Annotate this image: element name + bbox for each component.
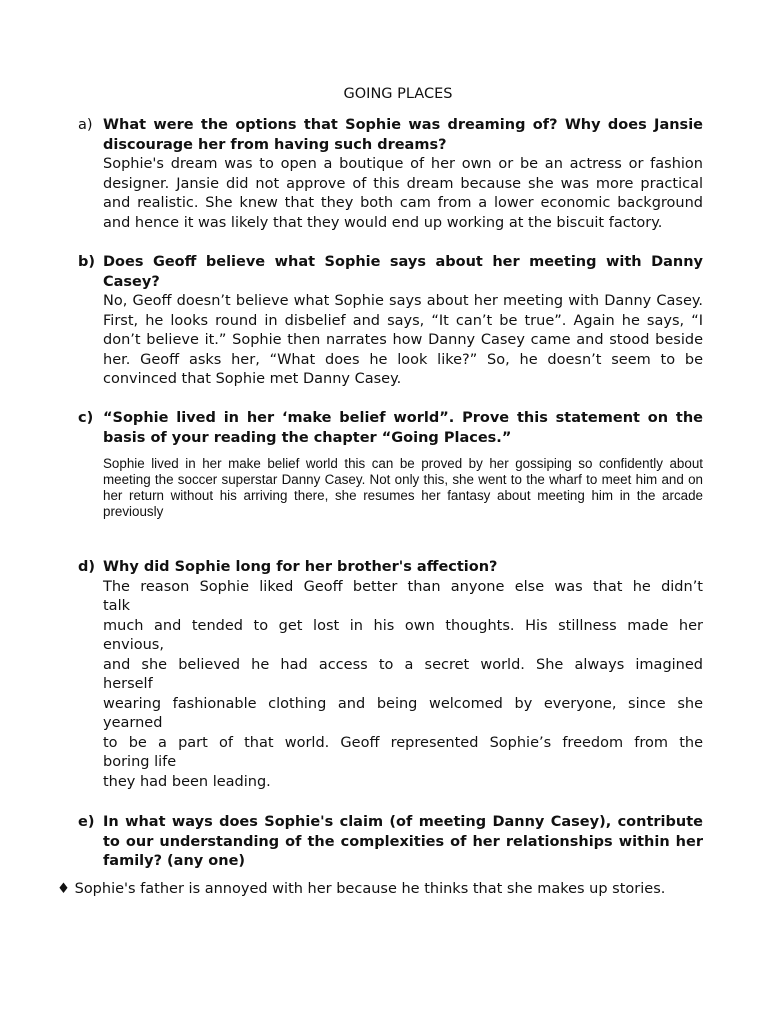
question-marker: e) <box>78 814 95 830</box>
answer-text: Sophie's dream was to open a boutique of her own or be an actress or fashion designer. Jansie did not approve of this dream because she was more practical and realistic. She knew that they both cam from a lower economic background and hence it was likely that they would end up working at the biscuit factory. <box>103 156 703 231</box>
answer-line: to be a part of that world. Geoff represented Sophie’s freedom from the <box>103 734 703 751</box>
bullet-answer <box>57 880 703 900</box>
question-text: Why did Sophie long for her brother's affection? <box>103 559 498 575</box>
answer-text: No, Geoff doesn’t believe what Sophie says about her meeting with Danny Casey. First, he looks round in disbelief and says, “It can’t be true”. Again he says, “I don’t believe it.” Sophie then narrates how Danny Casey came and stood beside her. Geoff asks her, “What does he look like?” So, he doesn’t seem to be convinced that Sophie met Danny Casey. <box>103 293 703 387</box>
diamond-bullet-icon: ♦ <box>57 881 70 897</box>
question-d <box>78 558 703 792</box>
question-text: What were the options that Sophie was dreaming of? Why does Jansie discourage her from having such dreams? <box>103 117 703 153</box>
question-text: “Sophie lived in her ‘make belief world”. Prove this statement on the basis of your reading the chapter “Going Places.” <box>103 410 703 446</box>
question-marker: c) <box>78 410 94 426</box>
bullet-text: Sophie's father is annoyed with her because he thinks that she makes up stories. <box>74 881 666 897</box>
question-text: In what ways does Sophie's claim (of meeting Danny Casey), contribute to our understanding of the complexities of her relationships within her family? (any one) <box>103 814 703 869</box>
answer-line: boring life <box>103 754 177 770</box>
answer-text <box>103 578 703 793</box>
answer-text: Sophie lived in her make belief world this can be proved by her gossiping so confidently about meeting the soccer superstar Danny Casey. Not only this, she went to the wharf to meet him and on her return without his arriving there, she resumes her fantasy about meeting him in the arcade previously <box>103 456 703 519</box>
question-c <box>78 409 703 520</box>
answer-line: and she believed he had access to a secret world. She always imagined <box>103 656 703 673</box>
question-b <box>78 253 703 390</box>
answer-line: they had been leading. <box>103 773 271 790</box>
answer-line: wearing fashionable clothing and being welcomed by everyone, since she <box>103 695 703 712</box>
question-marker: d) <box>78 559 96 575</box>
question-marker: a) <box>78 117 93 133</box>
question-e <box>78 813 703 872</box>
answer-line: yearned <box>103 715 163 731</box>
question-marker: b) <box>78 254 96 270</box>
answer-line: herself <box>103 676 153 692</box>
page-title: GOING PLACES <box>343 86 453 102</box>
answer-line: The reason Sophie liked Geoff better than anyone else was that he didn’t <box>103 578 703 595</box>
question-text: Does Geoff believe what Sophie says about her meeting with Danny Casey? <box>103 254 703 290</box>
answer-line: envious, <box>103 637 164 653</box>
answer-line: much and tended to get lost in his own thoughts. His stillness made her <box>103 617 703 634</box>
question-a <box>78 116 703 233</box>
answer-line: talk <box>103 598 130 614</box>
